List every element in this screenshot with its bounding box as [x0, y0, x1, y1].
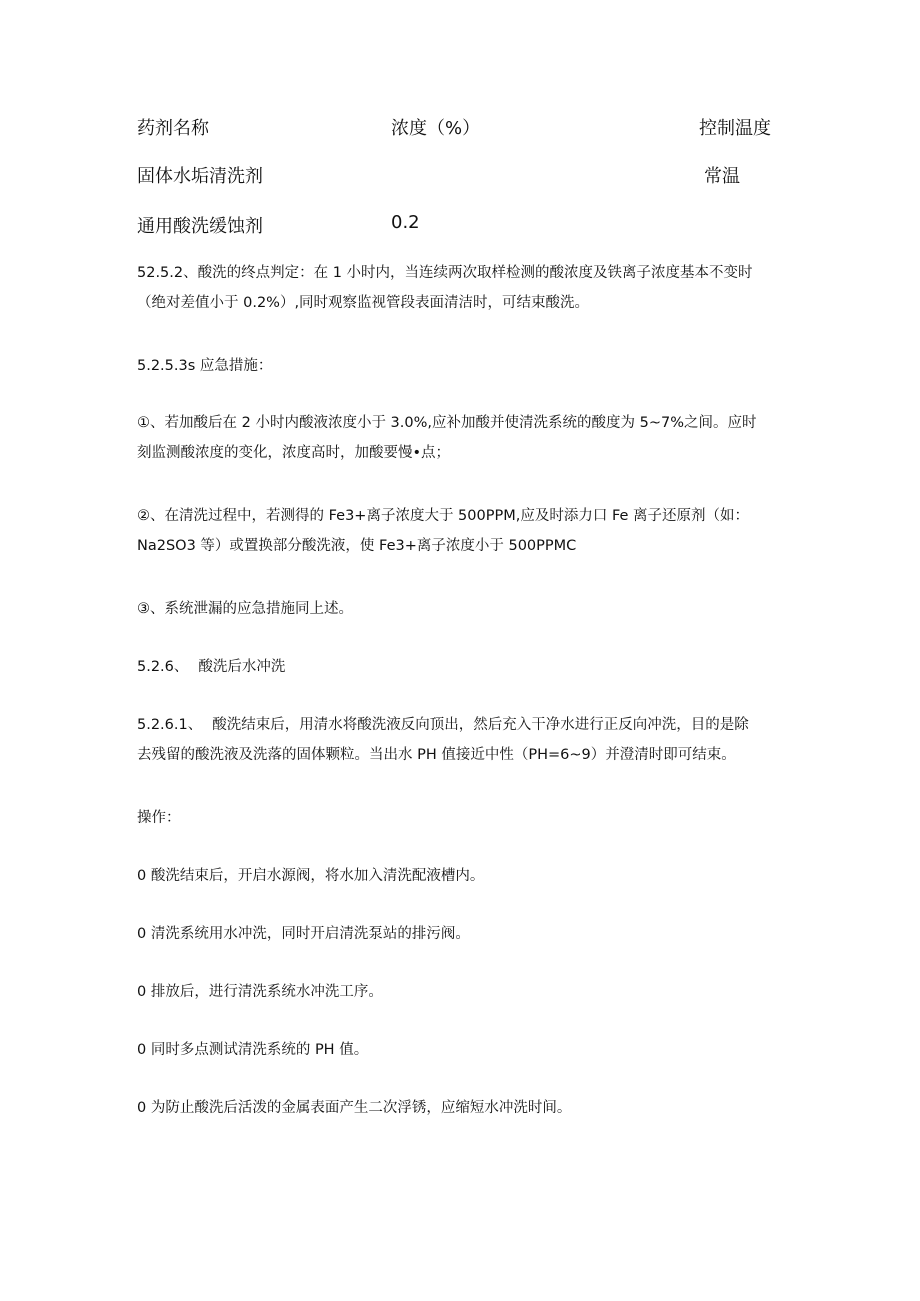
- header-temperature: 控制温度: [699, 118, 771, 139]
- table-row: [137, 212, 800, 240]
- paragraph-line: Na2SO3 等）或置换部分酸洗液，使 Fe3+离子浓度小于 500PPMC: [137, 538, 577, 554]
- table-header-row: [137, 114, 800, 142]
- section-number: 5.2.6、: [137, 659, 189, 675]
- paragraph-line: 刻监测酸浓度的变化，浓度高时，加酸要慢•点；: [137, 445, 451, 461]
- emergency-item-3: ③、系统泄漏的应急措施同上述。: [137, 601, 353, 617]
- section-number: 5.2.6.1、: [137, 717, 203, 733]
- row-chemical-name: 固体水垢清洗剂: [137, 166, 263, 187]
- row-chemical-name: 通用酸洗缓蚀剂: [137, 216, 263, 237]
- operation-step: 0 排放后，进行清洗系统水冲洗工序。: [137, 984, 383, 1000]
- emergency-heading: 5.2.5.3s 应急措施：: [137, 358, 273, 374]
- operation-step: 0 酸洗结束后，开启水源阀，将水加入清洗配液槽内。: [137, 868, 485, 884]
- row-temperature: 常温: [704, 166, 740, 187]
- paragraph-line: 52.5.2、酸洗的终点判定：在 1 小时内，当连续两次取样检测的酸浓度及铁离子浓度基本不变时: [137, 265, 753, 281]
- operation-step: 0 同时多点测试清洗系统的 PH 值。: [137, 1042, 369, 1058]
- header-chemical-name: 药剂名称: [137, 118, 209, 139]
- emergency-item-2: [137, 501, 787, 561]
- header-concentration: 浓度（%）: [391, 118, 481, 139]
- paragraph-line: ②、在清洗过程中，若测得的 Fe3+离子浓度大于 500PPM,应及时添力口 Fe 离子还原剂（如：: [137, 508, 750, 524]
- row-concentration: 0.2: [391, 212, 420, 233]
- rinse-heading: [137, 652, 787, 682]
- paragraph-text: 酸洗结束后，用清水将酸洗液反向顶出，然后充入干净水进行正反向冲洗，目的是除: [212, 717, 749, 733]
- paragraph-line: 去残留的酸洗液及洗落的固体颗粒。当出水 PH 值接近中性（PH=6~9）并澄清时即可结束。: [137, 747, 736, 763]
- emergency-item-1: [137, 408, 787, 468]
- operation-step: 0 为防止酸洗后活泼的金属表面产生二次浮锈，应缩短水冲洗时间。: [137, 1100, 572, 1116]
- paragraph-line: ①、若加酸后在 2 小时内酸液浓度小于 3.0%,应补加酸并使清洗系统的酸度为 5~7%之间。应时: [137, 415, 757, 431]
- paragraph-line: [137, 710, 787, 740]
- section-title: 酸洗后水冲洗: [198, 659, 286, 675]
- table-row: [137, 162, 800, 190]
- operation-step: 0 清洗系统用水冲洗，同时开启清洗泵站的排污阀。: [137, 926, 470, 942]
- operation-heading: 操作：: [137, 810, 181, 826]
- rinse-body-paragraph: [137, 710, 787, 770]
- paragraph-line: （绝对差值小于 0.2%）,同时观察监视管段表面清洁时，可结束酸洗。: [137, 295, 590, 311]
- endpoint-paragraph: [137, 258, 787, 318]
